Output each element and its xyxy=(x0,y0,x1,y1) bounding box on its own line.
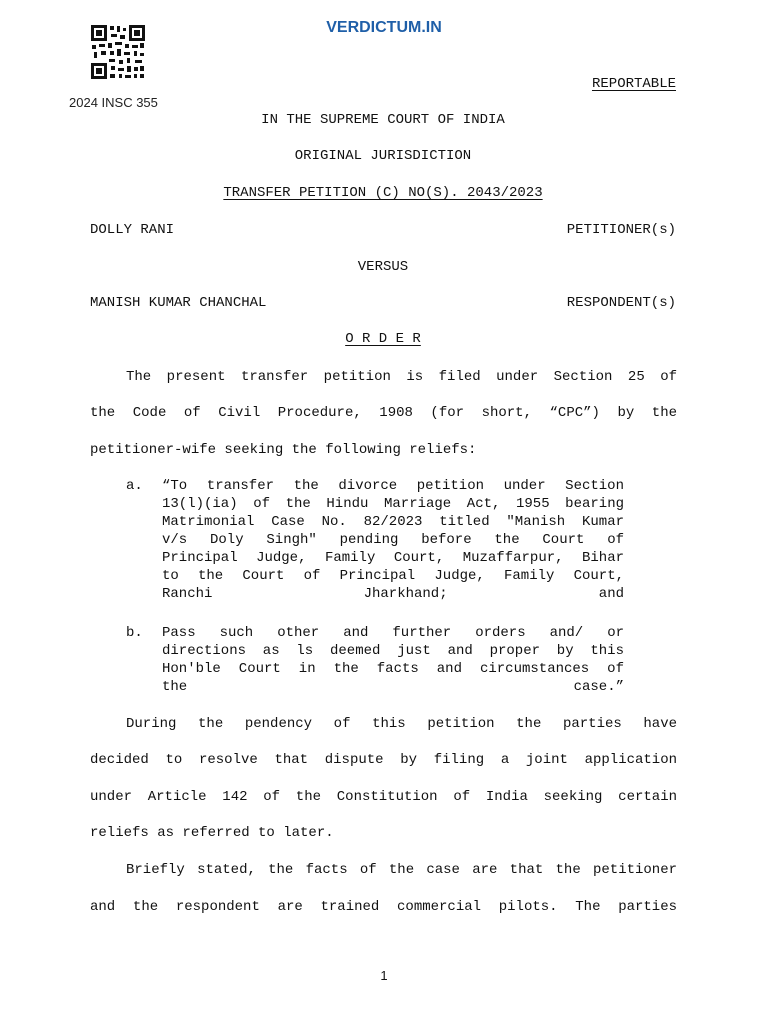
respondent-role: RESPONDENT(s) xyxy=(566,295,676,311)
relief-label: a. xyxy=(126,478,143,494)
jurisdiction: ORIGINAL JURISDICTION xyxy=(294,148,472,164)
paragraph-line: During the pendency of this petition the parties have xyxy=(126,716,677,732)
paragraph-line: the Code of Civil Procedure, 1908 (for short, “CPC”) by the xyxy=(90,405,677,421)
relief-label: b. xyxy=(126,625,143,641)
relief-line: Hon'ble Court in the facts and circumstances of xyxy=(162,661,624,677)
relief-line: Pass such other and further orders and/ or xyxy=(162,625,624,641)
relief-line: the case.” xyxy=(162,679,624,695)
qr-code-icon xyxy=(90,24,146,80)
petitioner-role: PETITIONER(s) xyxy=(566,222,676,238)
relief-line: directions as ls deemed just and proper by this xyxy=(162,643,624,659)
paragraph-line: petitioner-wife seeking the following reliefs: xyxy=(90,442,477,458)
reportable-label: REPORTABLE xyxy=(591,76,676,92)
paragraph-line: and the respondent are trained commercial pilots. The parties xyxy=(90,899,677,915)
case-number xyxy=(90,184,676,202)
relief-line: “To transfer the divorce petition under Section xyxy=(162,478,624,494)
paragraph-line: The present transfer petition is filed under Section 25 of xyxy=(126,369,677,385)
neutral-citation: 2024 INSC 355 xyxy=(69,95,158,110)
relief-line: Matrimonial Case No. 82/2023 titled "Manish Kumar xyxy=(162,514,624,530)
relief-line: to the Court of Principal Judge, Family Court, xyxy=(162,568,624,584)
relief-line: v/s Doly Singh" pending before the Court of xyxy=(162,532,624,548)
versus-label: VERSUS xyxy=(357,259,409,275)
order-title-text: O R D E R xyxy=(345,331,421,347)
relief-line: 13(l)(ia) of the Hindu Marriage Act, 1955 bearing xyxy=(162,496,624,512)
paragraph-line: decided to resolve that dispute by filing a joint application xyxy=(90,752,677,768)
site-name: VERDICTUM.IN xyxy=(326,19,442,36)
paragraph-line: under Article 142 of the Constitution of India seeking certain xyxy=(90,789,677,805)
court-name: IN THE SUPREME COURT OF INDIA xyxy=(261,112,505,128)
petitioner-name: DOLLY RANI xyxy=(90,222,175,238)
relief-line: Principal Judge, Family Court, Muzaffarpur, Bihar xyxy=(162,550,624,566)
case-number-text: TRANSFER PETITION (C) NO(S). 2043/2023 xyxy=(223,185,543,201)
paragraph-line: Briefly stated, the facts of the case are that the petitioner xyxy=(126,862,677,878)
respondent-name: MANISH KUMAR CHANCHAL xyxy=(90,295,267,311)
order-title xyxy=(90,330,676,348)
relief-line: Ranchi Jharkhand; and xyxy=(162,586,624,602)
page-number: 1 xyxy=(380,968,388,983)
paragraph-line: reliefs as referred to later. xyxy=(90,825,334,841)
